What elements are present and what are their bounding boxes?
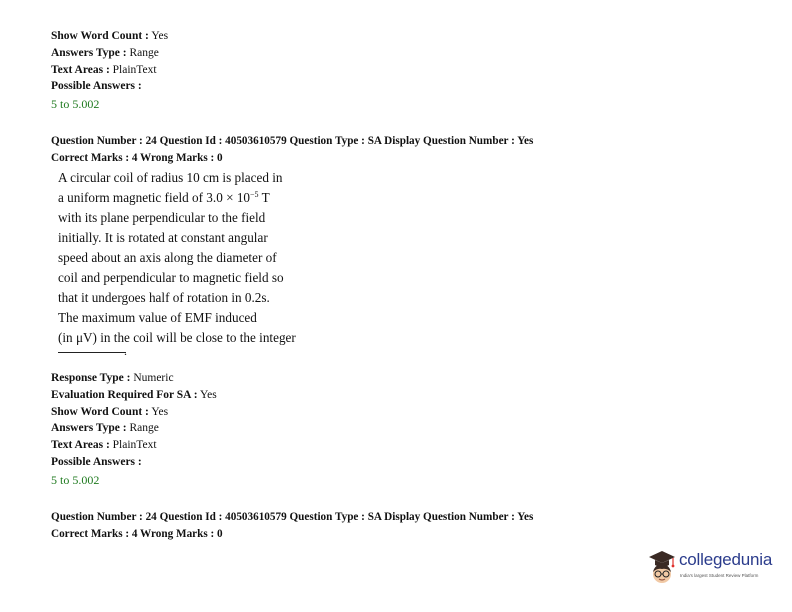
graduate-mascot-icon: [646, 548, 678, 586]
question-line: speed about an axis along the diameter of: [58, 250, 277, 265]
possible-answers-row: Possible Answers :: [51, 80, 142, 93]
possible-answer-value: 5 to 5.002: [51, 97, 100, 112]
question-line: (in μV) in the coil will be close to the integer: [58, 330, 296, 345]
question-marks: Correct Marks : 4 Wrong Marks : 0: [51, 151, 223, 164]
question-info: Question Number : 24 Question Id : 40503610579 Question Type : SA Display Question Number : Yes: [51, 511, 534, 523]
question-header: [51, 133, 533, 167]
next-question-header: [51, 509, 533, 543]
collegedunia-logo: [646, 548, 776, 588]
answer-blank-period: .: [124, 344, 127, 358]
question-info: Question Number : 24 Question Id : 40503610579 Question Type : SA Display Question Number : Yes: [51, 135, 534, 147]
response-type-row: Response Type : Numeric: [51, 372, 174, 384]
answers-type-row: Answers Type : Range: [51, 422, 159, 435]
show-word-count-row: Show Word Count : Yes: [51, 30, 169, 42]
show-word-count-row: Show Word Count : Yes: [51, 405, 169, 418]
question-marks: Correct Marks : 4 Wrong Marks : 0: [51, 527, 223, 540]
response-meta: [51, 370, 217, 489]
question-line: A circular coil of radius 10 cm is placed in: [58, 170, 283, 185]
evaluation-required-row: Evaluation Required For SA : Yes: [51, 388, 217, 401]
logo-wordmark: collegedunia: [679, 550, 773, 569]
possible-answer-value: 5 to 5.002: [51, 472, 100, 487]
answers-type-row: Answers Type : Range: [51, 46, 159, 59]
top-meta: [51, 28, 168, 113]
question-text: [58, 168, 308, 348]
text-areas-row: Text Areas : PlainText: [51, 63, 157, 76]
field-exponent: −5: [250, 190, 259, 199]
question-line: that it undergoes half of rotation in 0.2s.: [58, 290, 270, 305]
question-line: The maximum value of EMF induced: [58, 310, 257, 325]
question-line: with its plane perpendicular to the field: [58, 210, 266, 225]
possible-answers-row: Possible Answers :: [51, 455, 142, 468]
text-areas-row: Text Areas : PlainText: [51, 439, 157, 452]
answer-blank: [58, 352, 126, 353]
field-unit: T: [258, 190, 270, 205]
question-line: initially. It is rotated at constant angular: [58, 230, 268, 245]
question-line: coil and perpendicular to magnetic field so: [58, 270, 284, 285]
question-line-field: a uniform magnetic field of $3.0 \times 10^{-5}$ T: [58, 190, 270, 205]
logo-tagline: India's largest Student Review Platform: [680, 573, 759, 578]
